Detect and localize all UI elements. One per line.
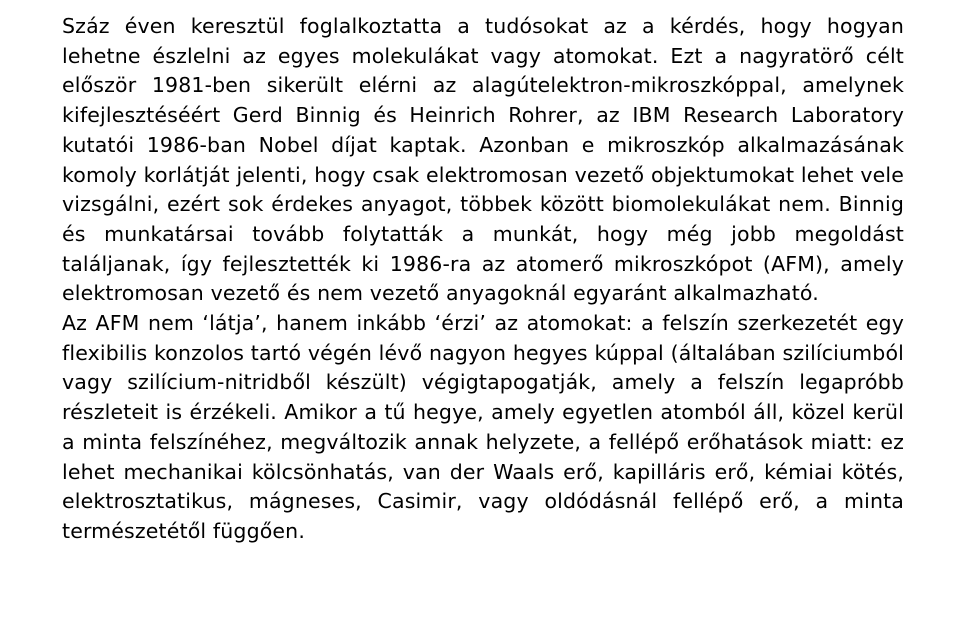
paragraph-afm-principle: Az AFM nem ‘látja’, hanem inkább ‘érzi’ az atomokat: a felszín szerkezetét egy flexibilis konzolos tartó végén lévő nagyon hegyes kúppal (általában szilíciumból vagy szilícium-nitridből készült) végigtapogatják, amely a felszín legapróbb részleteit is érzékeli. Amikor a tű hegye, amely egyetlen atomból áll, közel kerül a minta felszínéhez, megváltozik annak helyzete, a fellépő erőhatások miatt: ez lehet mechanikai kölcsönhatás, van der Waals erő, kapilláris erő, kémiai kötés, elektrosztatikus, mágneses, Casimir, vagy oldódásnál fellépő erő, a minta természetétől függően. xyxy=(62,311,904,543)
paragraph-history: Száz éven keresztül foglalkoztatta a tudósokat az a kérdés, hogy hogyan lehetne észlelni az egyes molekulákat vagy atomokat. Ezt a nagyratörő célt először 1981-ben sikerült elérni az alagútelektron-mikroszkóppal, amelynek kifejlesztéséért Gerd Binnig és Heinrich Rohrer, az IBM Research Laboratory kutatói 1986-ban Nobel díjat kaptak. Azonban e mikroszkóp alkalmazásának komoly korlátját jelenti, hogy csak elektromosan vezető objektumokat lehet vele vizsgálni, ezért sok érdekes anyagot, többek között biomolekulákat nem. Binnig és munkatársai tovább folytatták a munkát, hogy még jobb megoldást találjanak, így fejlesztették ki 1986-ra az atomerő mikroszkópot (AFM), amely elektromosan vezető és nem vezető anyagoknál egyaránt alkalmazható. xyxy=(62,14,904,306)
document-body xyxy=(62,12,904,547)
